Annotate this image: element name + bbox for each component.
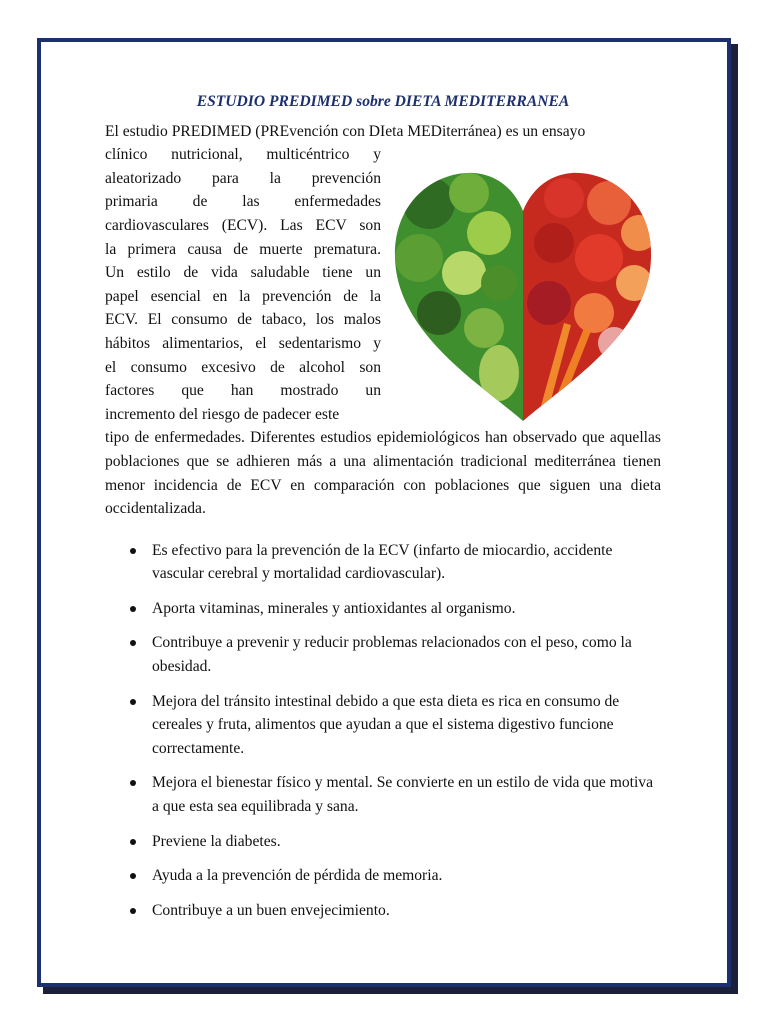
intro-paragraph [105,120,661,144]
bullet-icon [130,873,136,879]
list-item-text: Es efectivo para la prevención de la ECV (infarto de miocardio, accidente vascular cerebral y mortalidad cardiovascular). [152,541,613,583]
bullet-icon [130,640,136,646]
benefits-list [105,539,661,923]
continuation-paragraph: tipo de enfermedades. Diferentes estudios epidemiológicos han observado que aquellas poblaciones que se adhieren más a una alimentación tradicional mediterránea tienen menor incidencia de ECV en comparación con poblaciones que siguen una dieta occidentalizada. [105,429,661,518]
wrapped-text-line: factores que han mostrado un [105,382,381,400]
document-content [105,90,661,933]
wrapped-text-line: clínico nutricional, multicéntrico y [105,146,381,164]
document-title: ESTUDIO PREDIMED sobre DIETA MEDITERRANEA [196,93,570,110]
wrapped-section [105,143,661,426]
bullet-icon [130,548,136,554]
list-item [105,864,661,888]
wrapped-text-line: aleatorizado para la prevención [105,169,381,187]
bullet-icon [130,908,136,914]
wrapped-text-line: el consumo excesivo de alcohol son [105,358,381,376]
intro-line-1: El estudio PREDIMED (PREvención con DIeta MEDiterránea) es un ensayo [105,122,586,140]
wrapped-text-line: Un estilo de vida saludable tiene un [105,264,381,282]
list-item [105,830,661,854]
list-item [105,539,661,586]
wrapped-text-line: incremento del riesgo de padecer este [105,405,340,423]
bullet-icon [130,699,136,705]
bullet-icon [130,839,136,845]
list-item [105,631,661,678]
list-item [105,899,661,923]
list-item-text: Contribuye a prevenir y reducir problemas relacionados con el peso, como la obesidad. [152,634,632,676]
wrapped-text-line: hábitos alimentarios, el sedentarismo y [105,334,381,352]
wrapped-text-line: primaria de las enfermedades [105,193,381,211]
list-item-text: Contribuye a un buen envejecimiento. [152,901,390,919]
fruit-vegetable-heart-image [389,163,657,425]
list-item-text: Previene la diabetes. [152,832,281,850]
list-item-text: Mejora del tránsito intestinal debido a que esta dieta es rica en consumo de cereales y fruta, alimentos que ayudan a que el sistema digestivo funcione correctamente. [152,692,620,757]
wrapped-text-line: cardiovasculares (ECV). Las ECV son [105,216,381,234]
list-item-text: Ayuda a la prevención de pérdida de memoria. [152,867,443,885]
bullet-icon [130,780,136,786]
wrapped-text-line: papel esencial en la prevención de la [105,287,381,305]
bullet-icon [130,606,136,612]
list-item [105,771,661,818]
list-item [105,597,661,621]
list-item-text: Mejora el bienestar físico y mental. Se convierte en un estilo de vida que motiva a que esta sea equilibrada y sana. [152,774,654,816]
list-item [105,690,661,761]
wrapped-text-column [105,143,381,426]
list-item-text: Aporta vitaminas, minerales y antioxidantes al organismo. [152,599,516,617]
wrapped-text-line: la primera causa de muerte prematura. [105,240,381,258]
wrapped-text-line: ECV. El consumo de tabaco, los malos [105,311,381,329]
